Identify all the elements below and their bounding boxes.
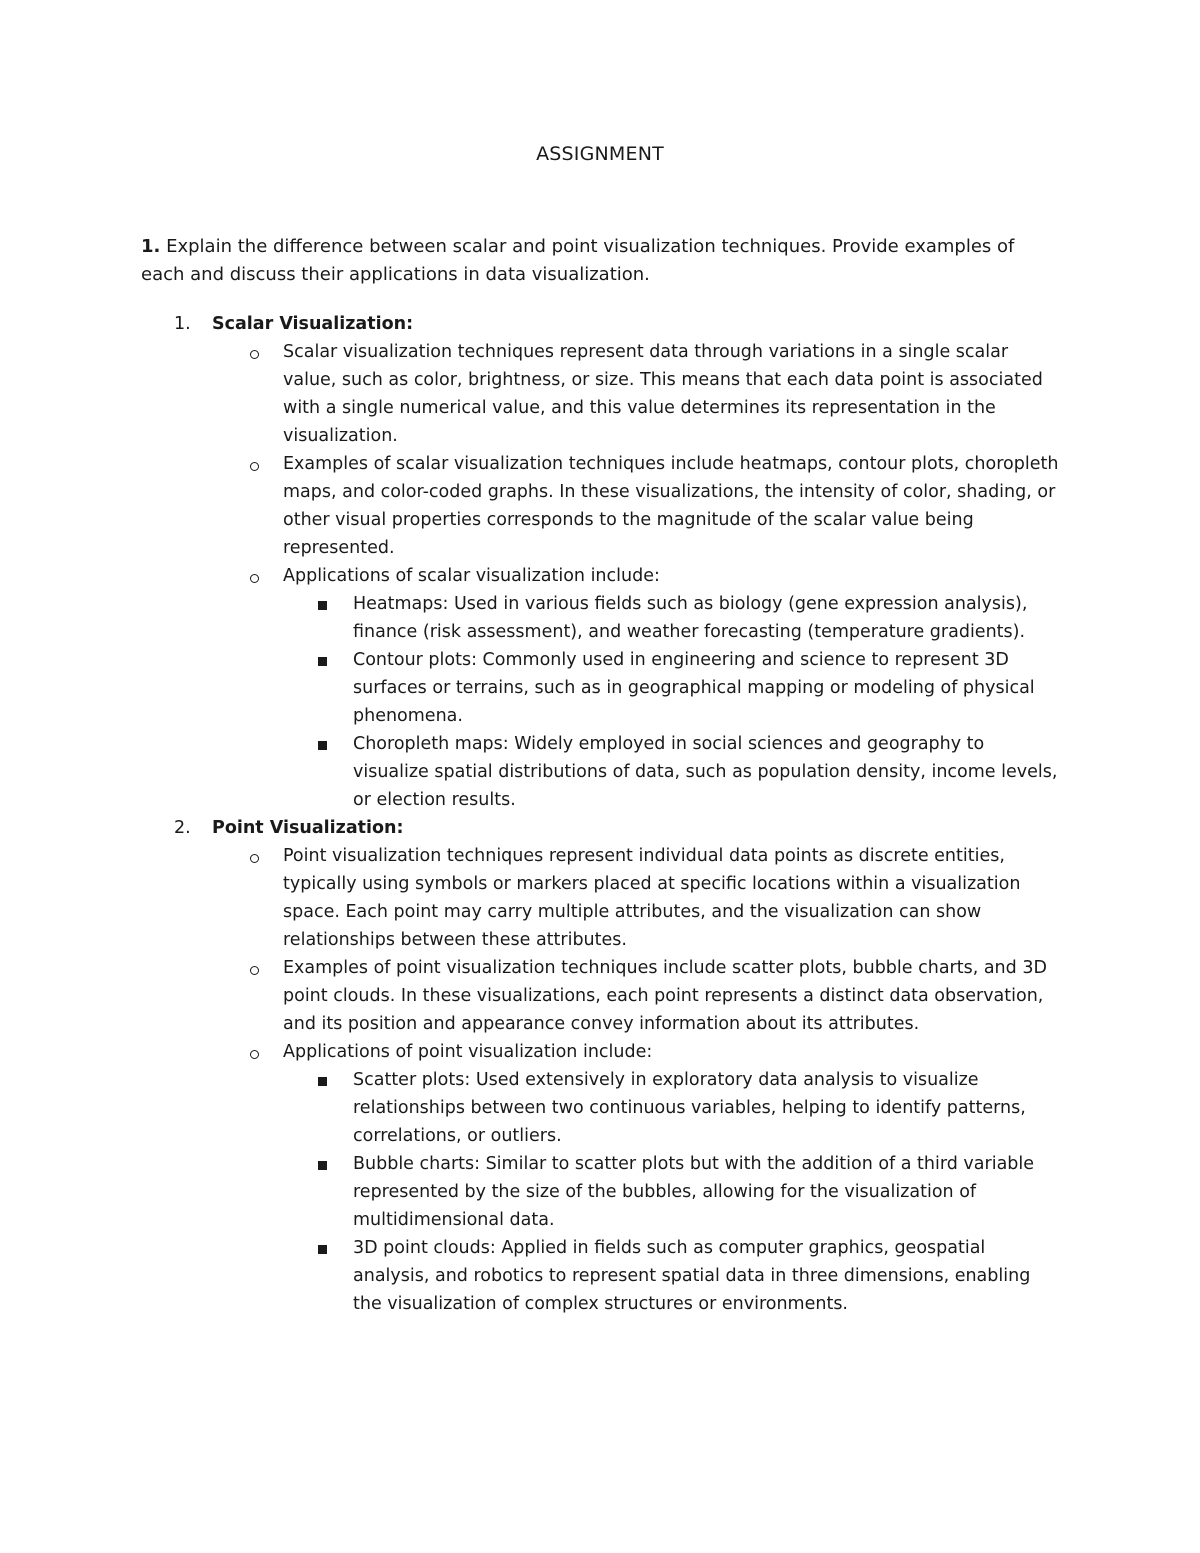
square-bullet-icon bbox=[318, 657, 327, 666]
circle-bullet-icon bbox=[250, 574, 259, 583]
section-scalar-visualization bbox=[0, 310, 1200, 814]
circle-bullet-icon bbox=[250, 350, 259, 359]
sub-list-item-text: Bubble charts: Similar to scatter plots but with the addition of a third variable represented by the size of the bubbles, allowing for the visualization of multidimensional data. bbox=[353, 1154, 1035, 1230]
sub-list-item-text: Scatter plots: Used extensively in exploratory data analysis to visualize relationships between two continuous variables, helping to identify patterns, correlations, or outliers. bbox=[353, 1070, 1026, 1146]
sub-list-item bbox=[0, 1234, 1063, 1318]
sub-list-item-text: 3D point clouds: Applied in fields such as computer graphics, geospatial analysis, and robotics to represent spatial data in three dimensions, enabling the visualization of complex structures or environments. bbox=[353, 1238, 1031, 1314]
list-item-text: Point visualization techniques represent individual data points as discrete entities, typically using symbols or markers placed at specific locations within a visualization space. Each point may carry multiple attributes, and the visualization can show relationships between these attributes. bbox=[283, 846, 1021, 950]
section-number: 2. bbox=[174, 818, 191, 838]
question-text: Explain the difference between scalar and point visualization techniques. Provide examples of each and discuss their applications in data visualization. bbox=[141, 236, 1015, 285]
section-heading bbox=[0, 310, 1200, 338]
circle-bullet-icon bbox=[250, 1050, 259, 1059]
question-number: 1. bbox=[141, 236, 161, 257]
sub-list-item-text: Heatmaps: Used in various fields such as biology (gene expression analysis), finance (risk assessment), and weather forecasting (temperature gradients). bbox=[353, 594, 1028, 642]
circle-bullet-icon bbox=[250, 462, 259, 471]
sub-list-item bbox=[0, 1066, 1063, 1150]
sub-list-item bbox=[0, 1150, 1063, 1234]
section-point-visualization bbox=[0, 814, 1200, 1318]
sub-list-item-text: Contour plots: Commonly used in engineering and science to represent 3D surfaces or terrains, such as in geographical mapping or modeling of physical phenomena. bbox=[353, 650, 1035, 726]
list-item bbox=[0, 450, 1063, 562]
section-number: 1. bbox=[174, 314, 191, 334]
list-item-text: Applications of scalar visualization include: bbox=[283, 566, 660, 586]
section-title: Point Visualization: bbox=[212, 818, 404, 838]
sub-list-item bbox=[0, 730, 1063, 814]
list-item bbox=[0, 842, 1063, 954]
list-item-text: Applications of point visualization include: bbox=[283, 1042, 653, 1062]
circle-bullet-icon bbox=[250, 854, 259, 863]
sub-list-item bbox=[0, 646, 1063, 730]
question-prompt bbox=[141, 233, 1061, 289]
square-bullet-icon bbox=[318, 601, 327, 610]
square-bullet-icon bbox=[318, 741, 327, 750]
list-item bbox=[0, 562, 1063, 590]
list-item-text: Scalar visualization techniques represent data through variations in a single scalar value, such as color, brightness, or size. This means that each data point is associated with a single numerical value, and this value determines its representation in the visualization. bbox=[283, 342, 1043, 446]
list-item-text: Examples of point visualization techniques include scatter plots, bubble charts, and 3D point clouds. In these visualizations, each point represents a distinct data observation, and its position and appearance convey information about its attributes. bbox=[283, 958, 1047, 1034]
list-item bbox=[0, 954, 1063, 1038]
sub-list-item bbox=[0, 590, 1063, 646]
answer-body bbox=[0, 310, 1200, 1318]
page-title: ASSIGNMENT bbox=[536, 143, 664, 165]
sub-list-item-text: Choropleth maps: Widely employed in social sciences and geography to visualize spatial distributions of data, such as population density, income levels, or election results. bbox=[353, 734, 1058, 810]
section-title: Scalar Visualization: bbox=[212, 314, 414, 334]
list-item bbox=[0, 338, 1063, 450]
square-bullet-icon bbox=[318, 1161, 327, 1170]
circle-bullet-icon bbox=[250, 966, 259, 975]
square-bullet-icon bbox=[318, 1245, 327, 1254]
section-heading bbox=[0, 814, 1200, 842]
square-bullet-icon bbox=[318, 1077, 327, 1086]
list-item-text: Examples of scalar visualization techniques include heatmaps, contour plots, choropleth maps, and color-coded graphs. In these visualizations, the intensity of color, shading, or other visual properties corresponds to the magnitude of the scalar value being represented. bbox=[283, 454, 1059, 558]
list-item bbox=[0, 1038, 1063, 1066]
